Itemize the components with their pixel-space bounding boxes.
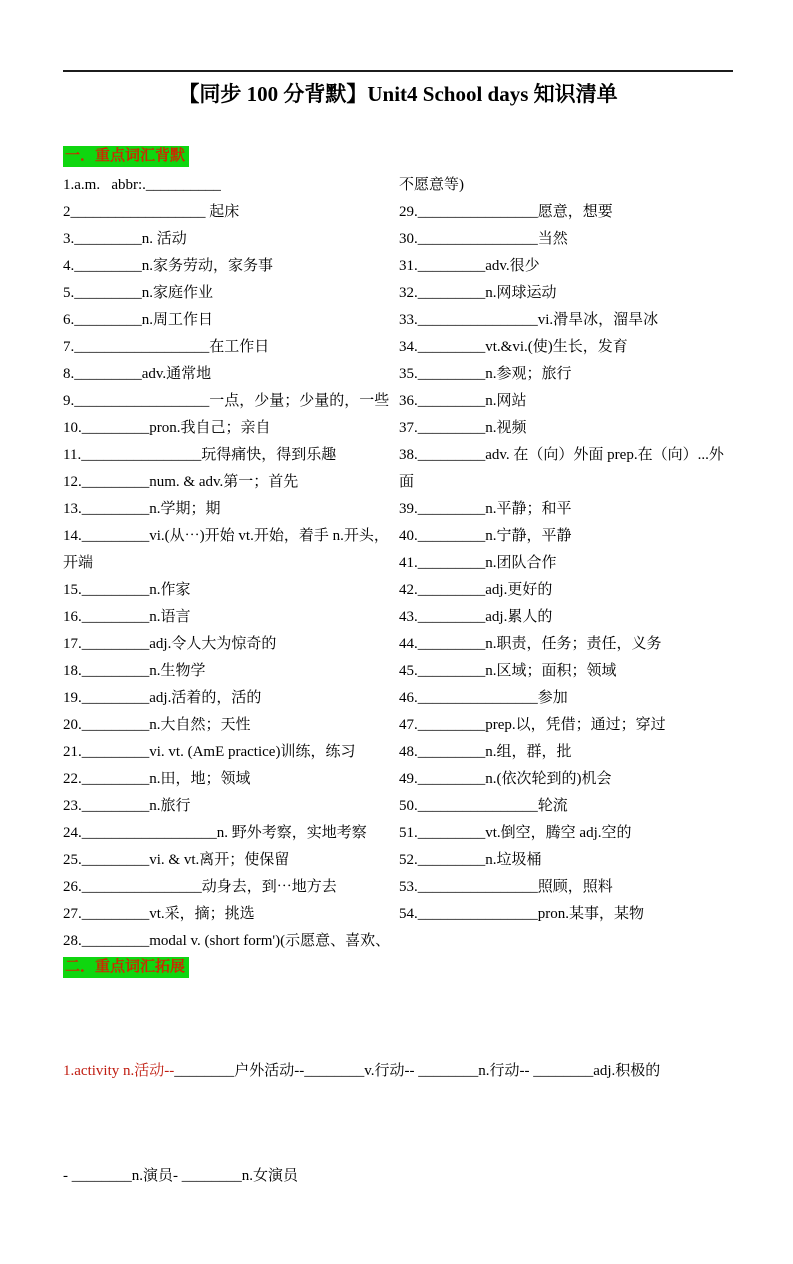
vocab-item: 11.________________玩得痛快，得到乐趣	[63, 447, 337, 463]
vocab-item: 43._________adj.累人的	[399, 609, 553, 625]
vocab-item: 34._________vt.&vi.(使)生长，发育	[399, 339, 628, 355]
vocab-item: 30.________________当然	[399, 231, 568, 247]
vocab-item: 54.________________pron.某事，某物	[399, 906, 644, 922]
vocab-item: 9.__________________一点，少量；少量的，一些	[63, 393, 390, 409]
section1	[63, 146, 733, 167]
vocab-item: 53.________________照顾，照料	[399, 879, 613, 895]
vocab-item: 46.________________参加	[399, 690, 568, 706]
vocab-item: 13._________n.学期；期	[63, 501, 221, 517]
vocab-item: 7.__________________在工作日	[63, 339, 270, 355]
vocab-item: 23._________n.旅行	[63, 798, 191, 814]
vocab-item: 36._________n.网站	[399, 393, 527, 409]
vocab-item: 39._________n.平静；和平	[399, 501, 572, 517]
vocab-item: 38._________adv. 在（向）外面 prep.在（向）...外面	[399, 447, 724, 490]
vocab-column-left	[63, 172, 395, 955]
page-content	[0, 70, 793, 1264]
vocab-item: 35._________n.参观；旅行	[399, 366, 572, 382]
vocab-item: 10._________pron.我自己；亲自	[63, 420, 271, 436]
expansion-entry-line1	[63, 1054, 733, 1089]
vocab-item: 52._________n.垃圾桶	[399, 852, 542, 868]
vocab-item: 51._________vt.倒空，腾空 adj.空的	[399, 825, 632, 841]
vocab-item: 27._________vt.采，摘；挑选	[63, 906, 255, 922]
vocab-item: 32._________n.网球运动	[399, 285, 557, 301]
vocab-item: 19._________adj.活着的，活的	[63, 690, 262, 706]
expansion-paragraph	[63, 984, 733, 1264]
vocab-item: 14._________vi.(从⋯)开始 vt.开始，着手 n.开头，开端	[63, 528, 389, 571]
vocab-item: 16._________n.语言	[63, 609, 191, 625]
vocab-item: 6._________n.周工作日	[63, 312, 214, 328]
vocab-item: 18._________n.生物学	[63, 663, 206, 679]
section1-heading: 一．重点词汇背默	[63, 146, 189, 167]
vocab-item: 5._________n.家庭作业	[63, 285, 214, 301]
vocab-item: 12._________num. & adv.第一；首先	[63, 474, 299, 490]
vocab-item: 49._________n.(依次轮到的)机会	[399, 771, 612, 787]
vocab-item: 不愿意等)	[399, 177, 464, 193]
vocab-item: 33.________________vi.滑旱冰，溜旱冰	[399, 312, 659, 328]
vocab-item: 20._________n.大自然；天性	[63, 717, 251, 733]
vocab-item: 40._________n.宁静，平静	[399, 528, 572, 544]
vocab-item: 26.________________动身去，到⋯地方去	[63, 879, 337, 895]
vocab-item: 47._________prep.以，凭借；通过；穿过	[399, 717, 666, 733]
vocab-columns	[63, 172, 733, 955]
vocab-item: 21._________vi. vt. (AmE practice)训练，练习	[63, 744, 356, 760]
vocab-item: 28._________modal v. (short form')(示愿意、喜欢、	[63, 933, 391, 949]
expansion-entry-rest: ________户外活动--________v.行动-- ________n.行动-- ________adj.积极的	[174, 1063, 661, 1079]
vocab-item: 29.________________愿意，想要	[399, 204, 613, 220]
vocab-item: 3._________n. 活动	[63, 231, 187, 247]
vocab-item: 2__________________ 起床	[63, 204, 240, 220]
vocab-item: 1.a.m. abbr:.__________	[63, 177, 221, 193]
vocab-item: 4._________n.家务劳动，家务事	[63, 258, 274, 274]
vocab-item: 24.__________________n. 野外考察，实地考察	[63, 825, 367, 841]
page-title: 【同步 100 分背默】Unit4 School days 知识清单	[178, 82, 618, 106]
horizontal-rule	[63, 70, 733, 72]
expansion-entry-lead: 1.activity n.活动--	[63, 1063, 175, 1079]
vocab-item: 8._________adv.通常地	[63, 366, 212, 382]
vocab-item: 22._________n.田，地；领域	[63, 771, 251, 787]
vocab-item: 50.________________轮流	[399, 798, 568, 814]
vocab-item: 25._________vi. & vt.离开；使保留	[63, 852, 290, 868]
section2-heading: 二．重点词汇拓展	[63, 957, 189, 978]
vocab-column-right	[399, 172, 731, 955]
vocab-item: 44._________n.职责，任务；责任，义务	[399, 636, 662, 652]
vocab-item: 15._________n.作家	[63, 582, 191, 598]
section2	[63, 957, 733, 978]
vocab-item: 17._________adj.令人大为惊奇的	[63, 636, 277, 652]
vocab-item: 37._________n.视频	[399, 420, 527, 436]
vocab-item: 42._________adj.更好的	[399, 582, 553, 598]
document-page	[0, 70, 793, 1192]
vocab-item: 41._________n.团队合作	[399, 555, 557, 571]
expansion-entry-line2: - ________n.演员- ________n.女演员	[63, 1168, 298, 1184]
vocab-item: 31._________adv.很少	[399, 258, 540, 274]
vocab-item: 48._________n.组，群，批	[399, 744, 572, 760]
vocab-item: 45._________n.区域；面积；领域	[399, 663, 617, 679]
